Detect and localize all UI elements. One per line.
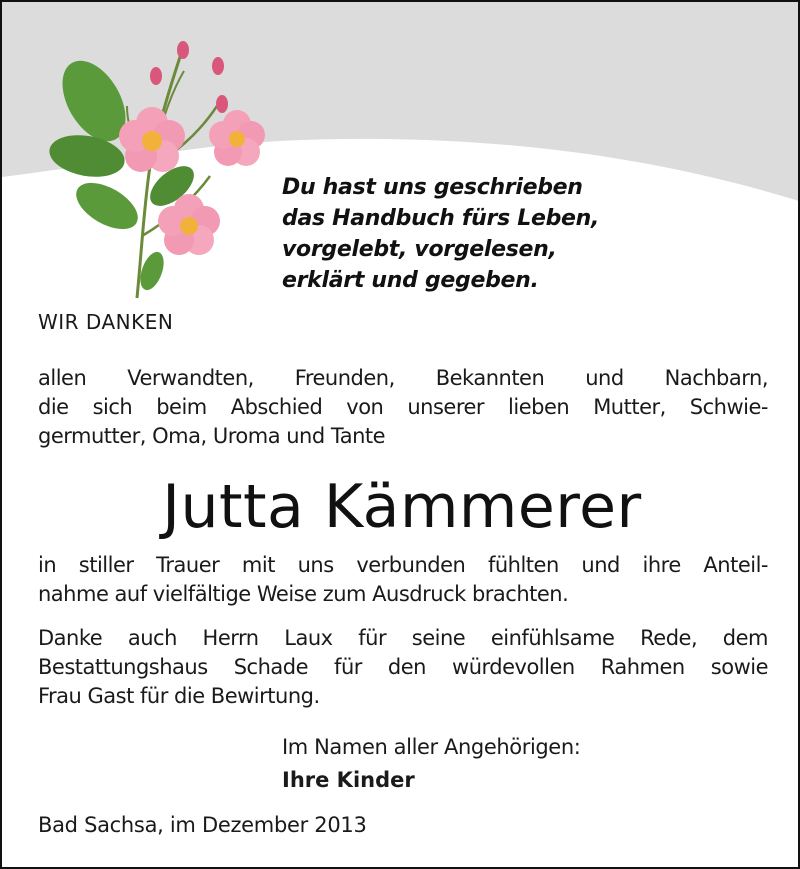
paragraph-line: Frau Gast für die Bewirtung. <box>38 684 320 708</box>
poem-verse <box>282 172 599 296</box>
poem-line: das Handbuch fürs Leben, <box>282 206 600 231</box>
signers-name: Ihre Kinder <box>282 768 415 792</box>
poem-line: Du hast uns geschrieben <box>282 175 583 200</box>
thanks-heading: WIR DANKEN <box>38 310 174 334</box>
poem-line: vorgelebt, vorgelesen, <box>282 237 557 262</box>
poem-line: erklärt und gegeben. <box>282 268 539 293</box>
wild-rose-illustration <box>32 36 282 301</box>
paragraph-line: Bestattungshaus Schade für den würdevollen Rahmen sowie <box>38 655 768 679</box>
paragraph-line: germutter, Oma, Uroma und Tante <box>38 424 386 448</box>
thanks-continued-paragraph <box>38 551 768 609</box>
paragraph-line: die sich beim Abschied von unserer lieben Mutter, Schwie- <box>38 395 768 419</box>
signoff-text: Im Namen aller Angehörigen: <box>282 735 581 759</box>
paragraph-line: allen Verwandten, Freunden, Bekannten und Nachbarn, <box>38 366 768 390</box>
special-thanks-paragraph <box>38 624 768 711</box>
paragraph-line: nahme auf vielfältige Weise zum Ausdruck brachten. <box>38 582 569 606</box>
thanks-intro-paragraph <box>38 364 768 451</box>
paragraph-line: in stiller Trauer mit uns verbunden fühlten und ihre Anteil- <box>38 553 768 577</box>
deceased-name: Jutta Kämmerer <box>162 472 642 542</box>
place-and-date: Bad Sachsa, im Dezember 2013 <box>38 813 367 837</box>
paragraph-line: Danke auch Herrn Laux für seine einfühlsame Rede, dem <box>38 626 768 650</box>
